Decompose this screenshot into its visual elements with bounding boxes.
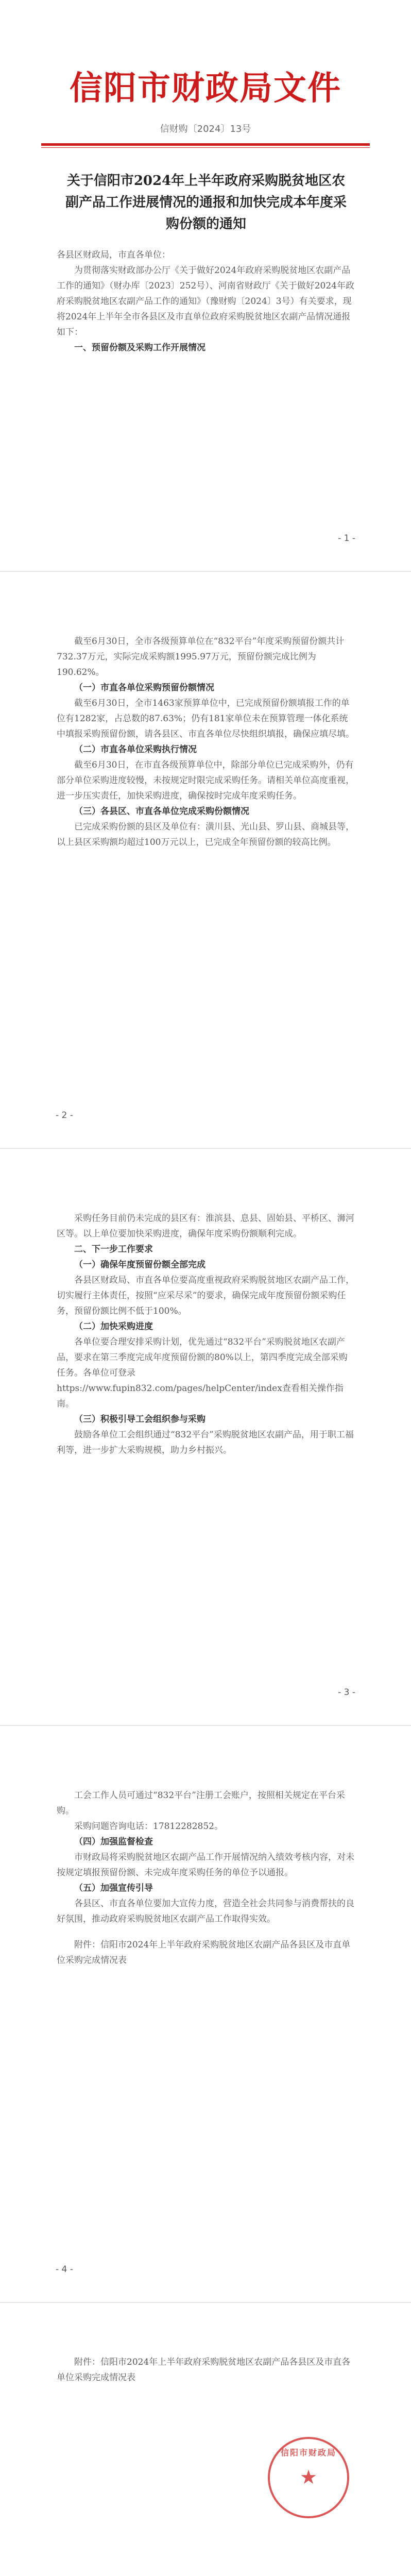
page-number: - 1 - [338, 533, 355, 544]
subsection-heading: （四）加强监督检查 [74, 1837, 153, 1847]
document-header-title: 信阳市财政局文件 [70, 69, 341, 108]
seal-star-icon: ★ [299, 2466, 318, 2488]
contact-phone: 采购问题咨询电话：17812282852。 [74, 1821, 223, 1832]
official-seal [268, 2437, 349, 2518]
page-separator [0, 2302, 411, 2303]
header-red-rule [41, 143, 370, 146]
body-paragraph: 各单位要合理安排采购计划，优先通过“832平台”采购脱贫地区农副产品，要求在第三季度完成年度预留份额的80%以上，第四季度完成全部采购任务。各单位可登录https://www.fupin832.com/pages/helpCenter/index查看相关操作指南。 [57, 1337, 348, 1409]
summary-paragraph: 截至6月30日，全市各级预算单位在“832平台”年度采购预留份额共计732.37万元，实际完成采购额1995.97万元，预留份额完成比例为190.62%。 [57, 636, 345, 677]
page-number: - 2 - [56, 1110, 73, 1121]
body-paragraph: 截至6月30日，全市1463家预算单位中，已完成预留份额填报工作的单位有1282家，占总数的87.63%；仍有181家单位未在预算管理一体化系统中填报采购预留份额，请各县区、市直各单位尽快组织填报，确保应填尽填。 [57, 698, 354, 739]
subsection-heading: （一）市直各单位采购预留份额情况 [74, 683, 214, 693]
subsection-heading: （二）加快采购进度 [74, 1321, 153, 1332]
body-paragraph: 市财政局将采购脱贫地区农副产品工作开展情况纳入绩效考核内容，对未按规定填报预留份额、未完成年度采购任务的单位予以通报。 [57, 1852, 354, 1878]
page-number: - 3 - [338, 1687, 355, 1698]
page-separator [0, 1725, 411, 1726]
attachment-note: 附件：信阳市2024年上半年政府采购脱贫地区农副产品各县区及市直各单位采购完成情况表 [57, 2357, 351, 2383]
page-number: - 4 - [56, 2264, 73, 2275]
body-paragraph: 截至6月30日，在市直各级预算单位中，除部分单位已完成采购外，仍有部分单位采购进度较慢，未按规定时限完成采购任务。请相关单位高度重视，进一步压实责任，加快采购进度，确保按时完成年度采购任务。 [57, 760, 354, 801]
page-5-body [57, 2354, 355, 2385]
subsection-heading: （三）各县区、市直各单位完成采购份额情况 [74, 806, 249, 817]
body-paragraph: 已完成采购份额的县区及单位有：潢川县、光山县、罗山县、商城县等，以上县区采购额均超过100万元以上，已完成全年预留份额的较高比例。 [57, 822, 354, 848]
subsection-heading: （三）积极引导工会组织参与采购 [74, 1414, 206, 1425]
section-heading-2: 二、下一步工作要求 [74, 1244, 153, 1255]
page-4-body [57, 1788, 355, 1968]
page-separator [0, 571, 411, 572]
page-1 [0, 0, 411, 569]
intro-paragraph: 为贯彻落实财政部办公厅《关于做好2024年政府采购脱贫地区农副产品工作的通知》（财办库〔2023〕252号）、河南省财政厅《关于做好2024年政府采购脱贫地区农副产品工作的通知》（豫财购〔2024〕3号）有关要求，现将2024年上半年全市各县区及市直单位政府采购脱贫地区农副产品情况通报如下： [57, 265, 354, 337]
body-paragraph: 各县区财政局、市直各单位要高度重视政府采购脱贫地区农副产品工作，切实履行主体责任，按照“应采尽采”的要求，确保完成年度预留份额采购任务，预留份额比例不低于100%。 [57, 1275, 354, 1316]
header-red-rule-thin [41, 147, 370, 148]
page-3 [0, 1154, 411, 1723]
page-1-body [57, 247, 355, 355]
body-paragraph: 采购任务目前仍未完成的县区有：淮滨县、息县、固始县、平桥区、浉河区等。以上单位要加快采购进度，确保年度采购份额顺利完成。 [57, 1213, 354, 1239]
body-paragraph: 工会工作人员可通过“832平台”注册工会账户，按照相关规定在平台采购。 [57, 1790, 345, 1816]
subsection-heading: （五）加强宣传引导 [74, 1883, 153, 1893]
page-4 [0, 1731, 411, 2300]
page-2-body [57, 634, 355, 850]
body-paragraph: 鼓励各单位工会组织通过“832平台”采购脱贫地区农副产品，用于职工福利等，进一步扩大采购规模，助力乡村振兴。 [57, 1430, 354, 1455]
page-separator [0, 1148, 411, 1149]
seal-text: 信阳市财政局 [280, 2448, 336, 2458]
subsection-heading: （一）确保年度预留份额全部完成 [74, 1260, 206, 1270]
page-2 [0, 577, 411, 1146]
salutation: 各县区财政局，市直各单位： [57, 250, 170, 260]
subsection-heading: （二）市直各单位采购执行情况 [74, 744, 197, 755]
attachment-note: 附件：信阳市2024年上半年政府采购脱贫地区农副产品各县区及市直单位采购完成情况表 [57, 1940, 351, 1965]
body-paragraph: 各县区、市直各单位要加大宣传力度，营造全社会共同参与消费帮扶的良好氛围，推动政府采购脱贫地区农副产品工作取得实效。 [57, 1899, 354, 1924]
document-title: 关于信阳市2024年上半年政府采购脱贫地区农副产品工作进展情况的通报和加快完成本年度采购份额的通知 [65, 173, 347, 232]
section-heading-1: 一、预留份额及采购工作开展情况 [74, 343, 206, 353]
page-3-body [57, 1211, 355, 1458]
document-number: 信财购〔2024〕13号 [160, 124, 251, 134]
page-5 [0, 2308, 411, 2576]
